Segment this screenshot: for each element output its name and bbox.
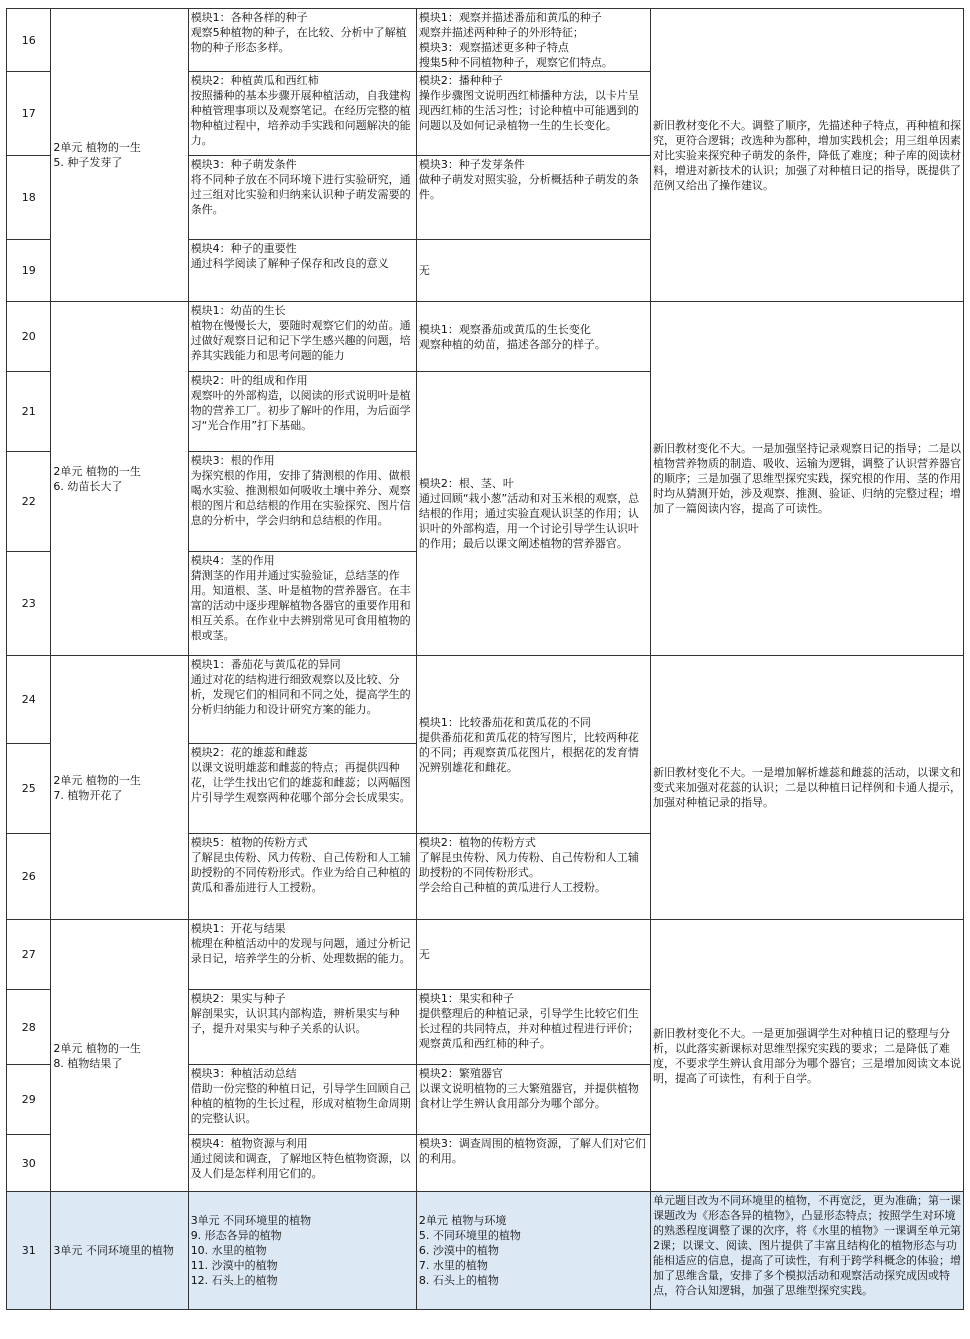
old-textbook-module: 模块3：种植活动总结 借助一份完整的种植日记，引导学生回顾自己种植的植物的生长过程，形成对植物生命周期的完整认识。 bbox=[188, 1065, 416, 1135]
row-number: 19 bbox=[7, 240, 51, 302]
old-textbook-module: 模块1：番茄花与黄瓜花的异同 通过对花的结构进行细致观察以及比较、分析，发现它们的相同和不同之处，提高学生的分析归纳能力和设计研究方案的能力。 bbox=[188, 656, 416, 744]
new-textbook-module: 模块2：植物的传粉方式 了解昆虫传粉、风力传粉、自己传粉和人工辅助授粉的不同传粉形式。 学会给自己种植的黄瓜进行人工授粉。 bbox=[416, 834, 650, 920]
row-number: 25 bbox=[7, 744, 51, 834]
row-number: 22 bbox=[7, 452, 51, 552]
new-textbook-module: 模块1：观察并描述番茄和黄瓜的种子 观察并描述两种种子的外形特征； 模块3：观察描述更多种子特点 搜集5种不同植物种子，观察它们特点。 bbox=[416, 9, 650, 72]
old-textbook-module: 模块3：根的作用 为探究根的作用，安排了猜测根的作用、做根喝水实验、推测根如何吸收土壤中养分、观察根的图片和总结根的作用在实验探究、图片信息的分析中，学会归纳和总结根的作用。 bbox=[188, 452, 416, 552]
row-number: 21 bbox=[7, 372, 51, 452]
new-textbook-module: 模块3：调查周围的植物资源，了解人们对它们的利用。 bbox=[416, 1135, 650, 1192]
table-row bbox=[7, 9, 964, 72]
row-number: 20 bbox=[7, 302, 51, 372]
old-textbook-module: 模块4：种子的重要性 通过科学阅读了解种子保存和改良的意义 bbox=[188, 240, 416, 302]
change-summary-cell: 新旧教材变化不大。调整了顺序，先描述种子特点，再种植和探究，更符合逻辑；改选种为都种，增加实践机会；用三组单因素对比实验来探究种子萌发的条件，降低了难度；种子库的阅读材料，增进对新技术的认识；加强了对种植日记的指导，既提供了范例又给出了操作建议。 bbox=[651, 9, 964, 302]
row-number: 16 bbox=[7, 9, 51, 72]
change-summary-cell: 新旧教材变化不大。一是加强坚持记录观察日记的指导；二是以植物营养物质的制造、吸收、运输为逻辑，调整了认识营养器官的顺序；三是加强了思维型探究实践，探究根的作用、茎的作用时均从猜测开始，涉及观察、推测、验证、归纳的完整过程；增加了一篇阅读内容，提高了可读性。 bbox=[651, 302, 964, 656]
new-textbook-module: 模块2：播种种子 操作步骤图文说明西红柿播种方法，以卡片呈现西红柿的生活习性；讨论种植中可能遇到的问题以及如何记录植物一生的生长变化。 bbox=[416, 72, 650, 156]
row-number: 18 bbox=[7, 156, 51, 240]
old-textbook-module: 模块1：开花与结果 梳理在种植活动中的发现与问题，通过分析记录日记，培养学生的分析、处理数据的能力。 bbox=[188, 920, 416, 990]
new-textbook-module: 无 bbox=[416, 240, 650, 302]
old-textbook-module: 模块2：果实与种子 解剖果实，认识其内部构造，辨析果实与种子，提升对果实与种子关系的认识。 bbox=[188, 990, 416, 1065]
table-row bbox=[7, 656, 964, 744]
old-textbook-module: 模块4：植物资源与利用 通过阅读和调查，了解地区特色植物资源，以及人们是怎样利用它们的。 bbox=[188, 1135, 416, 1192]
row-number: 23 bbox=[7, 552, 51, 656]
new-textbook-module: 模块3：种子发芽条件 做种子萌发对照实验，分析概括种子萌发的条件。 bbox=[416, 156, 650, 240]
table-row bbox=[7, 920, 964, 990]
old-textbook-module: 模块2：种植黄瓜和西红柿 按照播种的基本步骤开展种植活动，自我建构种植管理事项以及观察笔记。在经历完整的植物种植过程中，培养动手实践和问题解决的能力。 bbox=[188, 72, 416, 156]
row-number: 17 bbox=[7, 72, 51, 156]
row-number: 26 bbox=[7, 834, 51, 920]
row-number: 29 bbox=[7, 1065, 51, 1135]
unit-lesson-cell: 3单元 不同环境里的植物 bbox=[51, 1192, 188, 1310]
new-textbook-module: 无 bbox=[416, 920, 650, 990]
document-page bbox=[0, 8, 970, 1339]
table-row bbox=[7, 302, 964, 372]
unit-lesson-cell: 2单元 植物的一生 6. 幼苗长大了 bbox=[51, 302, 188, 656]
old-textbook-module: 模块3：种子萌发条件 将不同种子放在不同环境下进行实验研究，通过三组对比实验和归纳来认识种子萌发需要的条件。 bbox=[188, 156, 416, 240]
new-textbook-module: 模块2：繁殖器官 以课文说明植物的三大繁殖器官，并提供植物食材让学生辨认食用部分为哪个部分。 bbox=[416, 1065, 650, 1135]
unit-lesson-cell: 2单元 植物的一生 5. 种子发芽了 bbox=[51, 9, 188, 302]
new-textbook-module: 模块2：根、茎、叶 通过回顾“栽小葱”活动和对玉米根的观察，总结根的作用；通过实验直观认识茎的作用；认识叶的外部构造，用一个讨论引导学生认识叶的作用；最后以课文阐述植物的营养器官。 bbox=[416, 372, 650, 656]
row-number: 31 bbox=[7, 1192, 51, 1310]
old-textbook-module: 模块5：植物的传粉方式 了解昆虫传粉、风力传粉、自己传粉和人工辅助授粉的不同传粉形式。作业为给自己种植的黄瓜和番茄进行人工授粉。 bbox=[188, 834, 416, 920]
table-row-highlighted bbox=[7, 1192, 964, 1310]
old-textbook-module: 3单元 不同环境里的植物 9. 形态各异的植物 10. 水里的植物 11. 沙漠中的植物 12. 石头上的植物 bbox=[188, 1192, 416, 1310]
new-textbook-module: 模块1：比较番茄花和黄瓜花的不同 提供番茄花和黄瓜花的特写图片，比较两种花的不同；再观察黄瓜花图片，根据花的发育情况辨别雄花和雌花。 bbox=[416, 656, 650, 834]
old-textbook-module: 模块1：各种各样的种子 观察5种植物的种子，在比较、分析中了解植物的种子形态多样。 bbox=[188, 9, 416, 72]
row-number: 30 bbox=[7, 1135, 51, 1192]
row-number: 27 bbox=[7, 920, 51, 990]
old-textbook-module: 模块1：幼苗的生长 植物在慢慢长大，要随时观察它们的幼苗。通过做好观察日记和记下学生感兴趣的问题，培养其实践能力和思考问题的能力 bbox=[188, 302, 416, 372]
textbook-comparison-table bbox=[6, 8, 964, 1310]
new-textbook-module: 模块1：果实和种子 提供整理后的种植记录，引导学生比较它们生长过程的共同特点，并对种植过程进行评价；观察黄瓜和西红柿的种子。 bbox=[416, 990, 650, 1065]
change-summary-cell: 新旧教材变化不大。一是更加强调学生对种植日记的整理与分析，以此落实新课标对思维型探究实践的要求；二是降低了难度，不要求学生辨认食用部分为哪个器官；三是增加阅读文本说明，提高了可读性，有利于自学。 bbox=[651, 920, 964, 1192]
old-textbook-module: 模块2：叶的组成和作用 观察叶的外部构造，以阅读的形式说明叶是植物的营养工厂。初步了解叶的作用，为后面学习“光合作用”打下基础。 bbox=[188, 372, 416, 452]
new-textbook-module: 模块1：观察番茄或黄瓜的生长变化 观察种植的幼苗，描述各部分的样子。 bbox=[416, 302, 650, 372]
unit-lesson-cell: 2单元 植物的一生 7. 植物开花了 bbox=[51, 656, 188, 920]
row-number: 28 bbox=[7, 990, 51, 1065]
change-summary-cell: 单元题目改为不同环境里的植物，不再宽泛，更为准确；第一课课题改为《形态各异的植物》，凸显形态特点；按照学生对环境的熟悉程度调整了课的次序，将《水里的植物》一课调至单元第2课；以课文、阅读、图片提供了丰富且结构化的植物形态与功能相适应的信息，提高了可读性，有利于跨学科概念的体验；增加了思维含量，安排了多个模拟活动和观察活动探究成因或特点，符合认知逻辑，加强了思维型探究实践。 bbox=[651, 1192, 964, 1310]
unit-lesson-cell: 2单元 植物的一生 8. 植物结果了 bbox=[51, 920, 188, 1192]
row-number: 24 bbox=[7, 656, 51, 744]
new-textbook-module: 2单元 植物与环境 5. 不同环境里的植物 6. 沙漠中的植物 7. 水里的植物 8. 石头上的植物 bbox=[416, 1192, 650, 1310]
change-summary-cell: 新旧教材变化不大。一是增加解析雄蕊和雌蕊的活动，以课文和变式来加强对花蕊的认识；二是以种植日记样例和卡通人提示，加强对种植记录的指导。 bbox=[651, 656, 964, 920]
old-textbook-module: 模块2：花的雄蕊和雌蕊 以课文说明雄蕊和雌蕊的特点；再提供四种花，让学生找出它们的雄蕊和雌蕊；以两幅图片引导学生观察两种花哪个部分会长成果实。 bbox=[188, 744, 416, 834]
old-textbook-module: 模块4：茎的作用 猜测茎的作用并通过实验验证，总结茎的作用。知道根、茎、叶是植物的营养器官。在丰富的活动中逐步理解植物各器官的重要作用和相互关系。在作业中去辨别常见可食用植物的根或茎。 bbox=[188, 552, 416, 656]
